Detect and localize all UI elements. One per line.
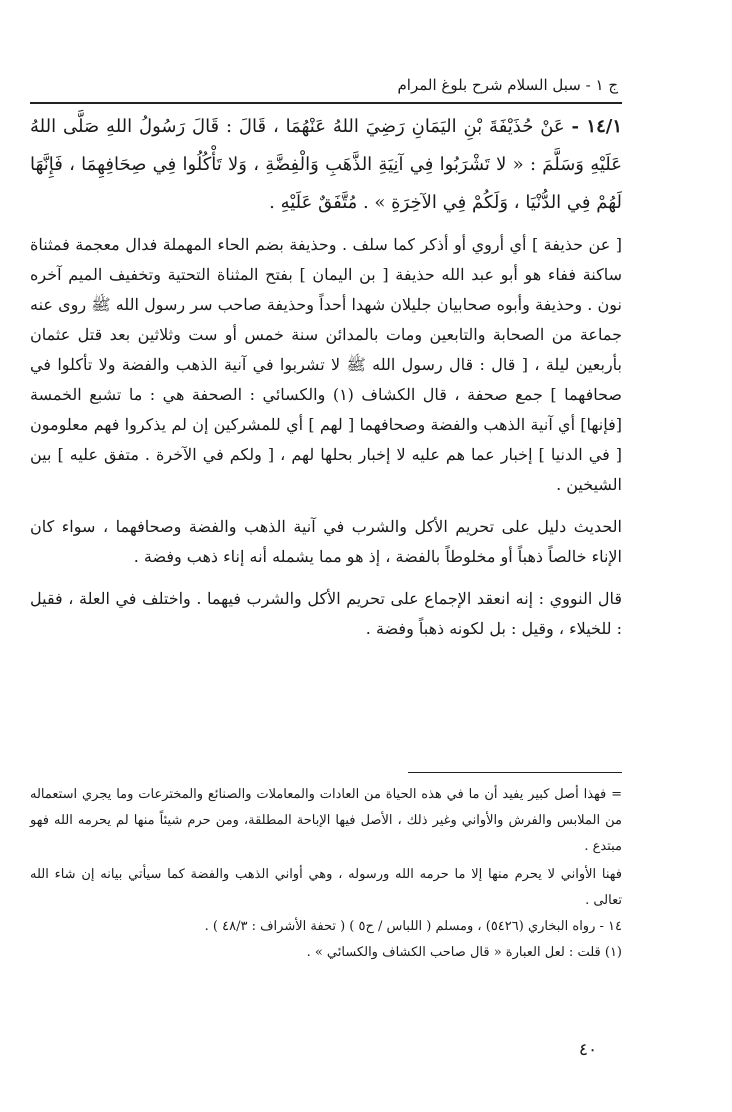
footnote-vessels: فهنا الأواني لا يحرم منها إلا ما حرمه الله ورسوله ، وهي أواني الذهب والفضة كما سيأتي بيانه إن شاء الله تعالى . (30, 867, 622, 908)
footnote-rule (408, 772, 622, 773)
header-rule (30, 102, 622, 104)
main-text (30, 108, 622, 644)
footnote-continuation: = فهذا أصل كبير يفيد أن ما في هذه الحياة من العادات والمعاملات والصنائع والمخترعات وما يجري استعماله من الملابس والفرش والأواني وغير ذلك ، الأصل فيها الإباحة المطلقة، ومن حرم شيئاً منها لم يحرمه الله فهو مبتدع . (30, 787, 622, 854)
running-header: ج ١ - سبل السلام شرح بلوغ المرام (397, 76, 618, 94)
ruling-paragraph: الحديث دليل على تحريم الأكل والشرب في آنية الذهب والفضة وصحافهما ، سواء كان الإناء خالصاً ذهباً أو مخلوطاً بالفضة ، إذ هو مما يشمله أنه إناء ذهب وفضة . (30, 517, 622, 566)
footnote-1: (١) قلت : لعل العبارة « قال صاحب الكشاف والكسائي » . (306, 945, 622, 960)
hadith-body: عَنْ حُذَيْفَةَ بْنِ اليَمَانِ رَضِيَ اللهُ عَنْهُمَا ، قَالَ : قَالَ رَسُولُ اللهِ صَلَّى اللهُ عَلَيْهِ وَسَلَّمَ : « لا تَشْرَبُوا فِي آنِيَةِ الذَّهَبِ وَالْفِضَّةِ ، وَلا تَأْكُلُوا فِي صِحَافِهِمَا ، فَإِنَّهَا لَهُمْ فِي الدُّنْيَا ، وَلَكُمْ فِي الآخِرَةِ » . مُتَّفَقٌ عَلَيْهِ . (30, 116, 622, 213)
hadith-number: ١٤/١ - (571, 116, 622, 137)
page-number: ٤٠ (578, 1040, 598, 1060)
footnotes (30, 782, 622, 966)
hadith-text (30, 108, 622, 222)
commentary-paragraph: [ عن حذيفة ] أي أروي أو أذكر كما سلف . وحذيفة بضم الحاء المهملة فدال معجمة فمثناة ساكنة ففاء هو أبو عبد الله حذيفة [ بن اليمان ] بفتح المثناة التحتية وتخفيف الميم آخره نون . وحذيفة وأبوه صحابيان جليلان شهدا أحداً وحذيفة صاحب سر رسول الله ﷺ روى عنه جماعة من الصحابة والتابعين ومات بالمدائن سنة خمس أو ست وثلاثين بعد قتل عثمان بأربعين ليلة ، [ قال : قال رسول الله ﷺ لا تشربوا في آنية الذهب والفضة ولا تأكلوا في صحافهما ] جمع صحفة ، قال الكشاف (١) والكسائي : الصحفة هي : ما تشبع الخمسة [فإنها] أي آنية الذهب والفضة وصحافهما [ لهم ] أي للمشركين إن لم يذكروا فهم معلومون [ في الدنيا ] إخبار عما هم عليه لا إخبار بحلها لهم ، [ ولكم في الآخرة . متفق عليه ] بين الشيخين . (30, 235, 623, 494)
footnote-takhrij: ١٤ - رواه البخاري (٥٤٢٦) ، ومسلم ( اللباس / ح٥ ) ( تحفة الأشراف : ٤٨/٣ ) . (204, 919, 622, 934)
nawawi-paragraph: قال النووي : إنه انعقد الإجماع على تحريم الأكل والشرب فيهما . واختلف في العلة ، فقيل : للخيلاء ، وقيل : بل لكونه ذهباً وفضة . (30, 589, 622, 638)
